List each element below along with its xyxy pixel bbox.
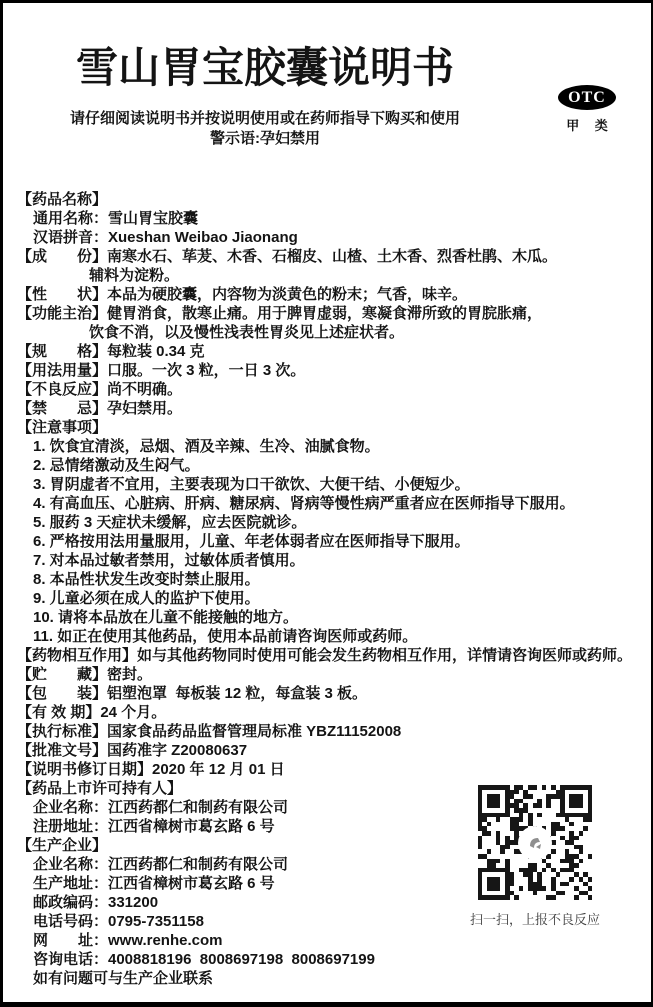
body-line: 【药物相互作用】如与其他药物同时使用可能会发生药物相互作用，详情请咨询医师或药师。 [17,647,633,664]
body-line: 【执行标准】国家食品药品监督管理局标准 YBZ11152008 [17,723,402,740]
body-line: 【不良反应】尚不明确。 [17,381,183,398]
leaflet-header [3,43,651,190]
body-line: 通用名称：雪山胃宝胶囊 [33,210,199,227]
body-line: 3. 胃阴虚者不宜用，主要表现为口干欲饮、大便干结、小便短少。 [33,476,470,493]
body-line: 8. 本品性状发生改变时禁止服用。 [33,571,260,588]
body-line: 【成 份】南寒水石、荜茇、木香、石榴皮、山楂、土木香、烈香杜鹃、木瓜。 [17,248,558,265]
body-line: 生产地址：江西省樟树市葛玄路 6 号 [33,875,275,892]
qr-caption: 扫一扫，上报不良反应 [469,912,600,927]
body-line: 1. 饮食宜清淡，忌烟、酒及辛辣、生冷、油腻食物。 [33,438,380,455]
adverse-reaction-qr-block [465,785,605,928]
body-line: 11. 如正在使用其他药品，使用本品前请咨询医师或药师。 [33,628,418,645]
body-line: 网 址：www.renhe.com [33,932,223,949]
body-line: 【药品名称】 [17,191,108,208]
body-line: 汉语拼音：Xueshan Weibao Jiaonang [33,229,298,246]
body-line: 【批准文号】国药准字 Z20080637 [17,742,248,759]
body-line: 辅料为淀粉。 [89,267,180,284]
qr-center-logo-icon [520,828,550,858]
body-line: 【禁 忌】孕妇禁用。 [17,400,183,417]
read-instruction-notice: 请仔细阅读说明书并按说明使用或在药师指导下购买和使用 [69,110,460,127]
body-line: 企业名称：江西药都仁和制药有限公司 [33,799,289,816]
body-line: 【有 效 期】24 个月。 [17,704,167,721]
page-title: 雪山胃宝胶囊说明书 [75,44,454,91]
body-line: 9. 儿童必须在成人的监护下使用。 [33,590,260,607]
qr-code [478,785,593,900]
otc-badge-icon: OTC [558,85,616,110]
body-line: 邮政编码：331200 [33,894,159,911]
body-line: 【生产企业】 [17,837,108,854]
body-line: 【药品上市许可持有人】 [17,780,183,797]
body-line: 如有问题可与生产企业联系 [33,970,214,987]
body-line: 注册地址：江西省樟树市葛玄路 6 号 [33,818,275,835]
body-line: 7. 对本品过敏者禁用，过敏体质者慎用。 [33,552,305,569]
body-line: 6. 严格按用法用量服用，儿童、年老体弱者应在医师指导下服用。 [33,533,470,550]
body-line: 4. 有高血压、心脏病、肝病、糖尿病、肾病等慢性病严重者应在医师指导下服用。 [33,495,575,512]
body-line: 2. 忌情绪激动及生闷气。 [33,457,200,474]
body-line: 【包 装】铝塑泡罩 每板装 12 粒，每盒装 3 板。 [17,685,368,702]
warning-statement: 警示语:孕妇禁用 [210,130,320,147]
body-line: 【规 格】每粒装 0.34 克 [17,343,205,360]
otc-mark [556,85,618,134]
body-line: 5. 服药 3 天症状未缓解，应去医院就诊。 [33,514,307,531]
body-line: 企业名称：江西药都仁和制药有限公司 [33,856,289,873]
body-line: 【功能主治】健胃消食，散寒止痛。用于脾胃虚弱，寒凝食滞所致的胃脘胀痛， [17,305,543,322]
body-line: 【说明书修订日期】2020 年 12 月 01 日 [17,761,285,778]
body-line: 【性 状】本品为硬胶囊，内容物为淡黄色的粉末；气香，味辛。 [17,286,468,303]
otc-class-label: 甲 类 [566,118,614,133]
body-line: 【贮 藏】密封。 [17,666,153,683]
body-line: 10. 请将本品放在儿童不能接触的地方。 [33,609,299,626]
body-line: 饮食不消，以及慢性浅表性胃炎见上述症状者。 [89,324,405,341]
body-line: 咨询电话：4008818196 8008697198 8008697199 [33,951,375,968]
body-line: 电话号码：0795-7351158 [33,913,204,930]
title-wrap [3,43,651,149]
body-line: 【注意事项】 [17,419,108,436]
body-line: 【用法用量】口服。一次 3 粒，一日 3 次。 [17,362,306,379]
